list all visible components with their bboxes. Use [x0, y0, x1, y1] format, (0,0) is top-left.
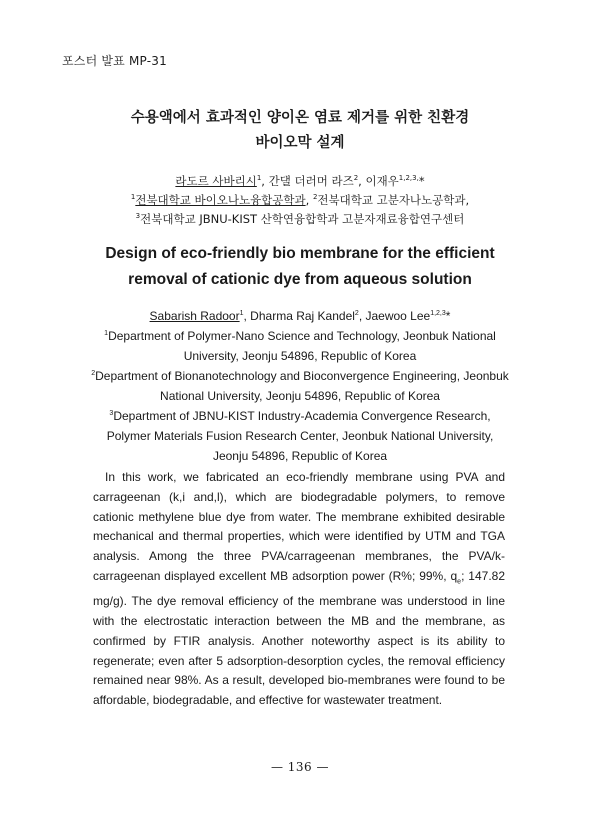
korean-author-2: , 간댈 더러머 라즈: [261, 174, 354, 188]
sup: 1,2,3,: [398, 174, 419, 183]
page-number: — 136 —: [270, 760, 330, 774]
korean-title-line2: 바이오막 설계: [255, 135, 345, 151]
sup: 1: [104, 330, 109, 337]
english-title: [80, 241, 520, 293]
sup: 2: [312, 193, 318, 202]
poster-tag: 포스터 발표 MP-31: [62, 54, 167, 68]
korean-affiliation-line1: [0, 191, 600, 210]
korean-author-1: 라도르 사바리시: [175, 174, 257, 188]
korean-affiliation-line2: [0, 210, 600, 229]
subscript: e: [457, 578, 462, 586]
sup: 2: [91, 370, 96, 377]
korean-authors-block: [0, 172, 600, 229]
abstract-text-1: In this work, we fabricated an eco-friendly membrane using PVA and carrageenan (k,i and,l), which are biodegradable polymers, to remove cationic methylene blue dye from water. The membrane exhibited desirable mechanical and thermal properties, which were identified by UTM and TGA analysis. Among the three PVA/carrageenan membranes, the PVA/k-carrageenan displayed excellent MB adsorption power (R%; 99%, q: [93, 470, 505, 583]
corresponding-star: *: [445, 309, 451, 323]
affiliation-text: Department of Polymer-Nano Science and Technology, Jeonbuk National University, Jeonju 54896, Republic of Korea: [108, 329, 496, 363]
sup: 3: [109, 410, 114, 417]
sup: 2: [353, 174, 359, 183]
english-title-line1: Design of eco-friendly bio membrane for the efficient: [105, 245, 495, 262]
separator: ,: [305, 193, 313, 207]
korean-author-line: [0, 172, 600, 191]
korean-affiliation-2: 전북대학교 고분자나노공학과,: [317, 193, 470, 207]
english-title-line2: removal of cationic dye from aqueous solution: [128, 271, 472, 288]
sup: 1,2,3: [430, 310, 446, 317]
english-author-2: , Dharma Raj Kandel: [243, 309, 355, 323]
sup: 1: [256, 174, 262, 183]
abstract-paragraph: [93, 468, 505, 711]
affiliation-text: Department of JBNU-KIST Industry-Academia Convergence Research, Polymer Materials Fusion Research Center, Jeonbuk National University, Jeonju 54896, Republic of Korea: [106, 409, 494, 463]
english-author-1: Sabarish Radoor: [149, 309, 240, 323]
affiliation-text: Department of Bionanotechnology and Bioconvergence Engineering, Jeonbuk National University, Jeonju 54896, Republic of Korea: [95, 369, 509, 403]
english-affiliation-2: [90, 366, 510, 406]
english-affiliation-3: [90, 406, 510, 466]
korean-affiliation-3: 전북대학교 JBNU-KIST 산학연융합학과 고분자재료융합연구센터: [140, 212, 465, 226]
english-author-3: , Jaewoo Lee: [358, 309, 431, 323]
english-affiliation-1: [90, 326, 510, 366]
sup: 3: [135, 212, 141, 221]
sup: 1: [130, 193, 136, 202]
abstract-text-2: ; 147.82 mg/g). The dye removal efficiency of the membrane was understood in line with the electrostatic interaction between the MB and the membrane, as confirmed by FTIR analysis. Another noteworthy aspect is its ability to regenerate; even after 5 adsorption-desorption cycles, the removal efficiency remained near 98%. As a result, developed bio-membranes were found to be affordable, biodegradable, and effective for wastewater treatment.: [93, 568, 506, 708]
korean-affiliation-1: 전북대학교 바이오나노융합공학과: [135, 193, 306, 207]
korean-author-3: , 이재우: [358, 174, 399, 188]
sup: 1: [239, 310, 244, 317]
korean-title: [0, 106, 600, 156]
english-author-line: [90, 306, 510, 326]
sup: 2: [354, 310, 359, 317]
corresponding-star: *: [418, 174, 425, 188]
english-authors-block: [90, 306, 510, 466]
korean-title-line1: 수용액에서 효과적인 양이온 염료 제거를 위한 친환경: [130, 110, 470, 126]
